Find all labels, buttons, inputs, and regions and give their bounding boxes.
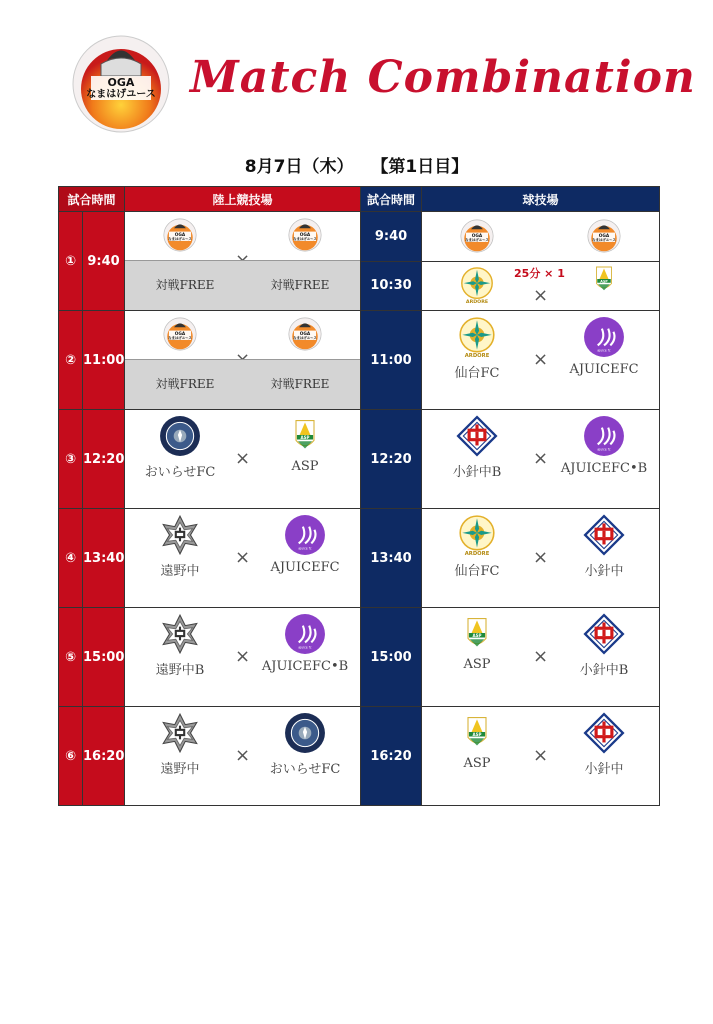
asp-logo (459, 712, 495, 752)
match-b (422, 410, 660, 509)
table-row (59, 311, 660, 410)
table-row (59, 707, 660, 806)
vs-mark: × (234, 448, 251, 469)
free-band (125, 359, 360, 409)
match-number: ⑥ (59, 707, 83, 806)
ardore-logo (456, 316, 498, 358)
vs-mark: × (532, 547, 549, 568)
match-number: ③ (59, 410, 83, 509)
free-home: 対戦FREE (155, 278, 215, 292)
ardore-logo (458, 266, 496, 304)
team-away-name: 小針中B (579, 663, 629, 678)
time-bottom: 10:30 (370, 278, 412, 293)
team-home-name: 仙台FC (454, 564, 500, 579)
ajuice-logo (583, 415, 625, 457)
team-away (250, 212, 360, 252)
match-number: ④ (59, 509, 83, 608)
team-away-name: AJUICEFC (569, 362, 639, 377)
match-time-a: 9:40 (83, 212, 125, 311)
team-home-name: ASP (463, 657, 491, 672)
match-schedule-table (58, 186, 660, 806)
ardore-logo (456, 514, 498, 556)
match-a (125, 212, 361, 311)
col-header-time-b: 試合時間 (361, 187, 422, 212)
team-home-name: 遠野中B (155, 663, 205, 678)
free-away: 対戦FREE (270, 377, 330, 391)
oga-namahage-logo (460, 219, 494, 253)
col-header-ball-field: 球技場 (422, 187, 660, 212)
time-top: 9:40 (361, 212, 421, 262)
team-home (125, 212, 235, 252)
free-home: 対戦FREE (155, 377, 215, 391)
match-number: ② (59, 311, 83, 410)
vs-mark: × (532, 745, 549, 766)
kobari-logo (583, 514, 625, 556)
col-header-time-a: 試合時間 (59, 187, 125, 212)
match-b (422, 509, 660, 608)
match-time-b: 16:20 (361, 707, 422, 806)
asp-logo (459, 613, 495, 653)
match-b (422, 311, 660, 410)
match-time-a: 16:20 (83, 707, 125, 806)
match-a (125, 608, 361, 707)
match-a (125, 509, 361, 608)
oga-namahage-logo (587, 219, 621, 253)
table-row (59, 410, 660, 509)
team-away-name: 小針中 (584, 762, 624, 777)
col-header-athletics-field: 陸上競技場 (125, 187, 361, 212)
oirase-logo (159, 415, 201, 457)
team-home-name: 遠野中 (160, 762, 200, 777)
svg-text:OGA: OGA (107, 76, 135, 89)
match-time-a: 15:00 (83, 608, 125, 707)
table-row (59, 608, 660, 707)
team-away-name: 小針中 (584, 564, 624, 579)
date-line (0, 152, 713, 177)
vs-mark: × (532, 349, 549, 370)
svg-text:なまはげユース: なまはげユース (86, 89, 156, 100)
ajuice-logo (284, 514, 326, 556)
page-title: Match Combination (190, 52, 696, 103)
match-a (125, 707, 361, 806)
match-number: ⑤ (59, 608, 83, 707)
vs-mark: × (532, 448, 549, 469)
match-a (125, 311, 361, 410)
team-away-name: おいらせFC (269, 762, 341, 777)
ajuice-logo (583, 316, 625, 358)
table-row (59, 212, 660, 311)
day-label: 【第1日目】 (371, 157, 469, 177)
oga-namahage-logo (163, 317, 197, 351)
ajuice-logo (284, 613, 326, 655)
tono-logo (159, 712, 201, 754)
team-away-name: AJUICEFC•B (560, 461, 648, 476)
team-home-name: ASP (463, 756, 491, 771)
vs-mark: × (234, 547, 251, 568)
team-home-name: 遠野中 (160, 564, 200, 579)
match-time-b: 11:00 (361, 311, 422, 410)
match-date: 8月7日（木） (244, 157, 354, 177)
match-time-a: 11:00 (83, 311, 125, 410)
match-time-b: 12:20 (361, 410, 422, 509)
match-b (422, 212, 660, 311)
match-b (422, 707, 660, 806)
vs-mark: × (532, 285, 549, 306)
match-a (125, 410, 361, 509)
match-time-b (361, 212, 422, 311)
match-time-b: 13:40 (361, 509, 422, 608)
team-home-name: おいらせFC (144, 465, 216, 480)
oga-namahage-logo (288, 218, 322, 252)
team-home-name: 仙台FC (454, 366, 500, 381)
oga-namahage-logo (163, 218, 197, 252)
oga-namahage-logo (71, 34, 171, 134)
free-away: 対戦FREE (270, 278, 330, 292)
team-away-name: ASP (291, 459, 319, 474)
match-time-a: 13:40 (83, 509, 125, 608)
match-time-b: 15:00 (361, 608, 422, 707)
kobari-logo (583, 712, 625, 754)
free-band (125, 260, 360, 310)
team-away-name: AJUICEFC (270, 560, 340, 575)
asp-logo (589, 264, 619, 294)
match-note: 25分 × 1 (514, 267, 565, 280)
table-row (59, 509, 660, 608)
match-time-a: 12:20 (83, 410, 125, 509)
oirase-logo (284, 712, 326, 754)
vs-mark: × (234, 646, 251, 667)
tono-logo (159, 613, 201, 655)
tono-logo (159, 514, 201, 556)
match-b (422, 608, 660, 707)
vs-mark: × (234, 745, 251, 766)
oga-namahage-logo (288, 317, 322, 351)
team-away-name: AJUICEFC•B (261, 659, 349, 674)
match-number: ① (59, 212, 83, 311)
kobari-logo (456, 415, 498, 457)
kobari-logo (583, 613, 625, 655)
vs-mark: × (532, 646, 549, 667)
team-home-name: 小針中B (452, 465, 502, 480)
asp-logo (287, 415, 323, 455)
